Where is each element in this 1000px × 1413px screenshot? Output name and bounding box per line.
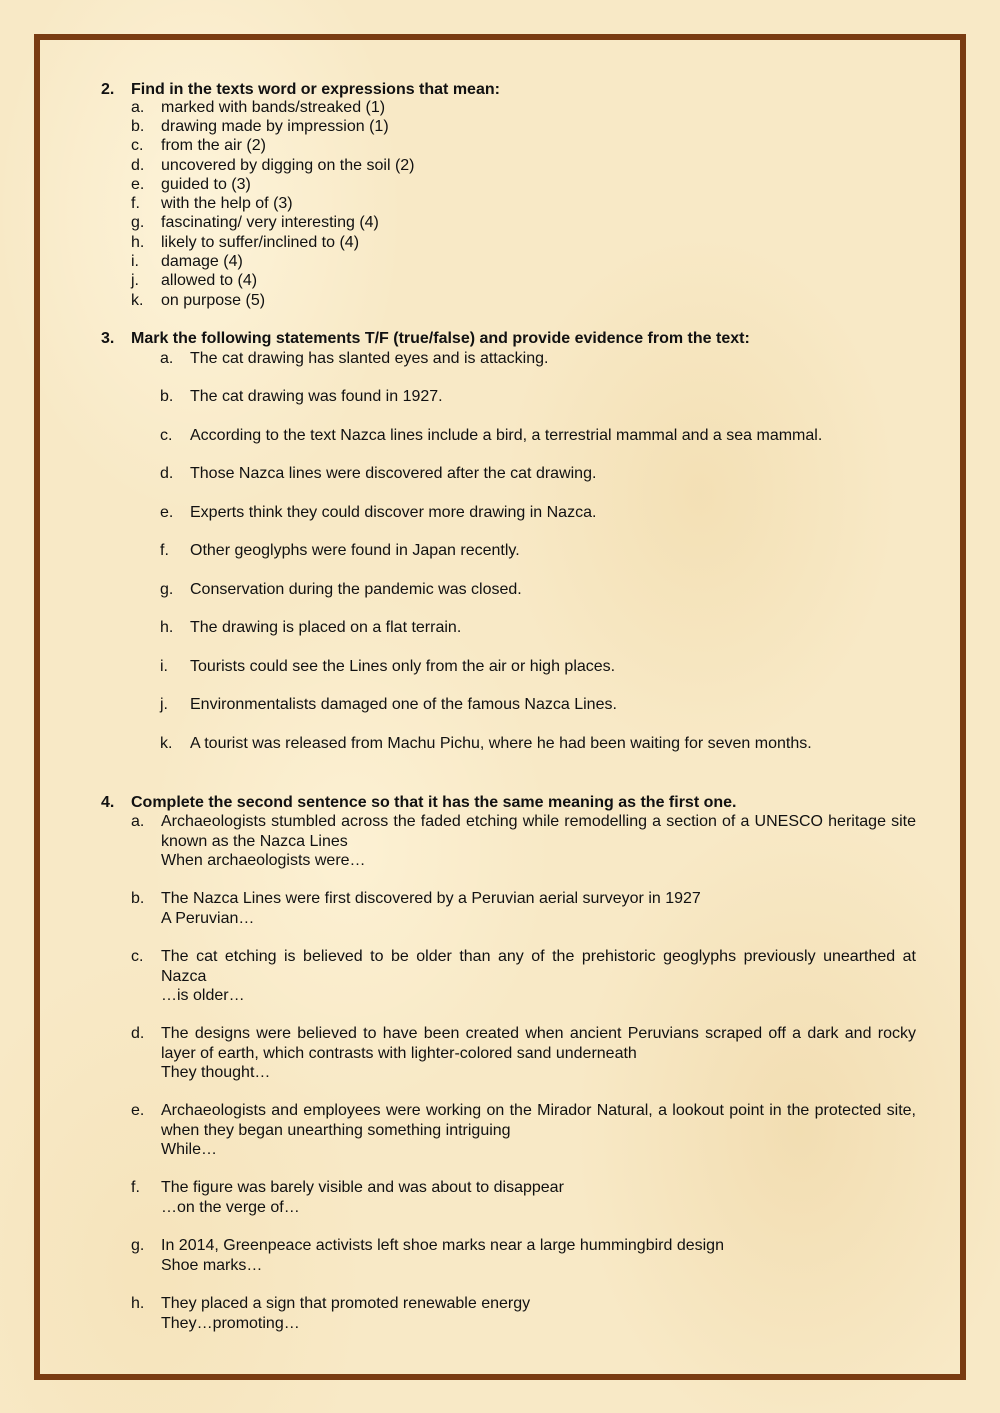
item-text: The cat etching is believed to be older than any of the prehistoric geoglyphs previously unearthed at Nazca xyxy=(161,948,916,985)
item-letter: g. xyxy=(131,214,145,231)
section-3-heading xyxy=(101,329,750,348)
item-text: Environmentalists damaged one of the famous Nazca Lines. xyxy=(190,696,617,713)
item-text: According to the text Nazca lines include a bird, a terrestrial mammal and a sea mammal. xyxy=(190,427,823,444)
item-letter: h. xyxy=(131,234,145,251)
item-letter: d. xyxy=(131,157,145,174)
item-letter: c. xyxy=(160,427,173,444)
item-letter: k. xyxy=(160,735,173,752)
item-text: Archaeologists stumbled across the faded etching while remodelling a section of a UNESCO heritage site known as the Nazca Lines xyxy=(161,813,916,850)
item-letter: g. xyxy=(131,1237,145,1254)
item-text: marked with bands/streaked (1) xyxy=(161,99,386,116)
item-letter: j. xyxy=(160,696,168,713)
item-prompt: They thought… xyxy=(161,1064,271,1081)
section-number: 2. xyxy=(101,81,115,98)
item-letter: c. xyxy=(131,137,144,154)
item-text: Other geoglyphs were found in Japan recently. xyxy=(190,542,520,559)
section-number: 4. xyxy=(101,794,115,811)
item-letter: e. xyxy=(131,1102,145,1119)
item-letter: a. xyxy=(160,350,174,367)
item-letter: k. xyxy=(131,292,144,309)
item-text: Those Nazca lines were discovered after the cat drawing. xyxy=(190,465,597,482)
item-text: Archaeologists and employees were working on the Mirador Natural, a lookout point in the protected site, when they began unearthing something intriguing xyxy=(161,1102,916,1139)
item-letter: f. xyxy=(131,1179,140,1196)
item-letter: f. xyxy=(160,542,169,559)
item-prompt: …on the verge of… xyxy=(161,1198,300,1216)
item-text: allowed to (4) xyxy=(161,272,258,289)
item-letter: j. xyxy=(131,272,139,289)
item-prompt: Shoe marks… xyxy=(161,1256,263,1274)
item-prompt: When archaeologists were… xyxy=(161,852,366,869)
section-2-heading xyxy=(101,80,500,99)
item-letter: b. xyxy=(131,890,145,907)
item-text: The designs were believed to have been created when ancient Peruvians scraped off a dark and rocky layer of earth, which contrasts with lighter-colored sand underneath xyxy=(161,1025,916,1062)
item-letter: b. xyxy=(131,118,145,135)
item-text: from the air (2) xyxy=(161,137,266,154)
item-letter: c. xyxy=(131,948,144,965)
item-letter: i. xyxy=(160,658,168,675)
item-text: The cat drawing has slanted eyes and is attacking. xyxy=(190,350,549,367)
item-text: The figure was barely visible and was about to disappear xyxy=(161,1179,564,1196)
item-letter: d. xyxy=(131,1025,145,1042)
item-letter: h. xyxy=(131,1295,145,1312)
item-text: Tourists could see the Lines only from the air or high places. xyxy=(190,658,616,675)
item-letter: g. xyxy=(160,581,174,598)
item-prompt: While… xyxy=(161,1141,218,1158)
item-prompt: A Peruvian… xyxy=(161,909,255,927)
item-text: damage (4) xyxy=(161,253,243,270)
item-text: Conservation during the pandemic was closed. xyxy=(190,581,522,598)
item-text: drawing made by impression (1) xyxy=(161,118,389,135)
item-letter: f. xyxy=(131,195,140,212)
item-letter: a. xyxy=(131,99,145,116)
section-number: 3. xyxy=(101,330,115,347)
item-text: fascinating/ very interesting (4) xyxy=(161,214,379,231)
item-letter: i. xyxy=(131,253,139,270)
item-text: guided to (3) xyxy=(161,176,251,193)
item-text: The drawing is placed on a flat terrain. xyxy=(190,619,462,636)
section-title: Mark the following statements T/F (true/false) and provide evidence from the text: xyxy=(131,330,750,347)
section-title: Find in the texts word or expressions that mean: xyxy=(131,81,500,98)
item-text: with the help of (3) xyxy=(161,195,293,212)
item-letter: b. xyxy=(160,388,174,405)
item-letter: d. xyxy=(160,465,174,482)
item-letter: e. xyxy=(160,504,174,521)
item-text: likely to suffer/inclined to (4) xyxy=(161,234,360,251)
item-text: on purpose (5) xyxy=(161,292,266,309)
item-text: A tourist was released from Machu Pichu, where he had been waiting for seven months. xyxy=(190,735,812,752)
item-text: Experts think they could discover more drawing in Nazca. xyxy=(190,504,597,521)
item-text: The Nazca Lines were first discovered by a Peruvian aerial surveyor in 1927 xyxy=(161,890,701,907)
item-letter: h. xyxy=(160,619,174,636)
item-text: They placed a sign that promoted renewable energy xyxy=(161,1295,531,1312)
item-text: In 2014, Greenpeace activists left shoe marks near a large hummingbird design xyxy=(161,1237,724,1254)
item-prompt: They…promoting… xyxy=(161,1314,300,1332)
item-letter: e. xyxy=(131,176,145,193)
item-text: The cat drawing was found in 1927. xyxy=(190,388,443,405)
section-4-heading xyxy=(101,793,736,812)
item-letter: a. xyxy=(131,813,145,830)
item-prompt: …is older… xyxy=(161,987,245,1004)
section-title: Complete the second sentence so that it has the same meaning as the first one. xyxy=(131,794,737,811)
item-text: uncovered by digging on the soil (2) xyxy=(161,157,415,174)
